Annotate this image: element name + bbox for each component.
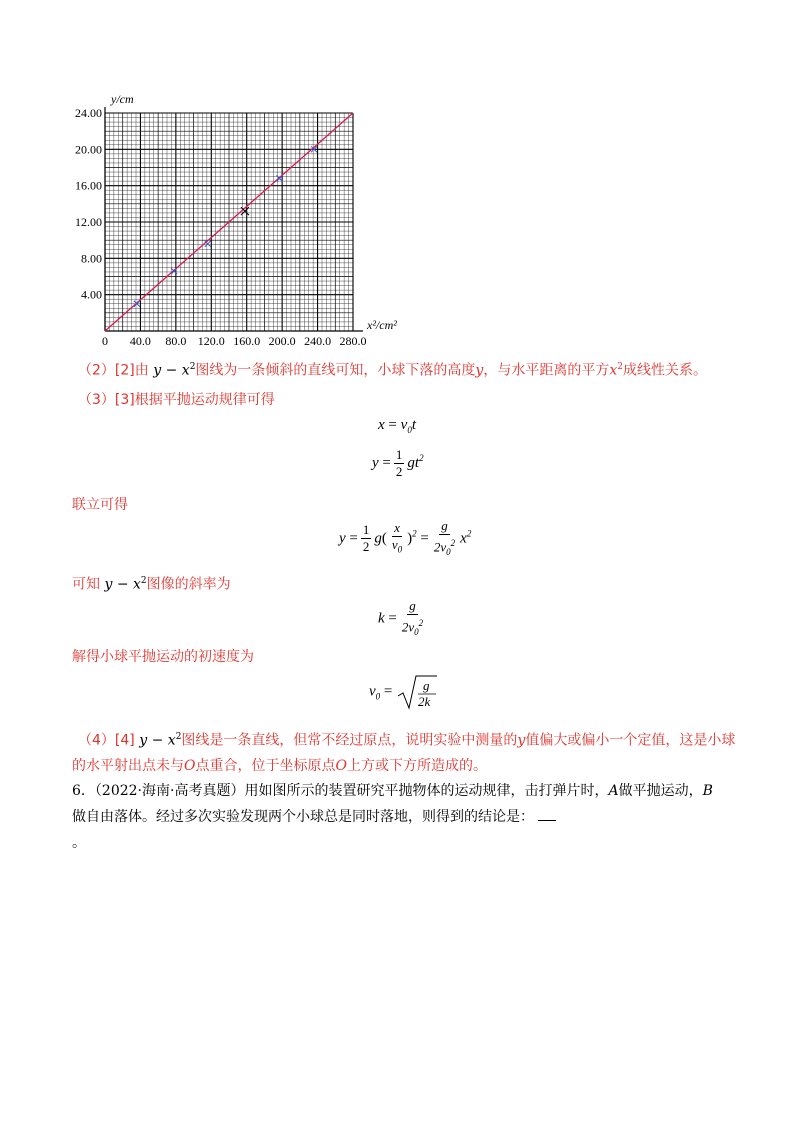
para-3-ref: [3] — [114, 392, 135, 408]
para-4-ref: [4] — [114, 732, 135, 749]
para-2-text-a: 由 — [134, 362, 149, 379]
svg-text:g: g — [423, 678, 430, 693]
math-O-2: O — [335, 758, 347, 774]
x-tick-label: 0 — [102, 334, 108, 348]
para-3-text: 根据平抛运动规律可得 — [134, 392, 275, 408]
question-6-text-c: 做自由落体。经过多次实验发现两个小球总是同时落地，则得到的结论是： — [72, 809, 534, 825]
y-tick-label: 4.00 — [81, 287, 102, 302]
math-minus: − — [161, 362, 182, 379]
question-6-end: 。 — [72, 835, 86, 851]
math-x-3: x — [133, 576, 141, 593]
equation-v0: $v_0$ = g 2k — [369, 674, 438, 710]
equation-x: $x = v_0t$ — [378, 417, 416, 435]
math-sq-2: 2 — [617, 362, 623, 372]
math-sq-3: 2 — [140, 576, 147, 586]
question-6-text-a: （2022·海南·高考真题）用如图所示的装置研究平抛物体的运动规律，击打弹片时， — [94, 783, 609, 799]
math-y-5: y — [517, 732, 526, 749]
para-2-ref: [2] — [114, 362, 135, 379]
para-4-text-a: 图线是一条直线，但常不经过原点，说明实验中测量的 — [181, 732, 518, 749]
math-y-4: y — [139, 732, 148, 749]
para-2-text-b: 图线为一条倾斜的直线可知，小球下落的高度 — [195, 362, 476, 379]
kezhi-line — [72, 570, 231, 596]
y-tick-label: 16.00 — [75, 178, 102, 193]
question-6-text-b: 做平抛运动， — [618, 783, 703, 799]
equation-combined: y = $\frac{1}{2}$ g( $\frac{x}{v_0}$ )$^2$ = $\frac{g}{2v_0^2}$ $x^2$ — [339, 518, 472, 557]
x-tick-label: 160.0 — [233, 334, 261, 348]
x-tick-label: 200.0 — [268, 334, 296, 348]
para-3 — [78, 389, 275, 411]
question-6-line-1 — [72, 780, 713, 802]
math-A: A — [608, 783, 619, 799]
x-tick-label: 240.0 — [304, 334, 332, 348]
para-2-text-d: 成线性关系。 — [622, 362, 707, 379]
para-4-text-d: 点重合，位于坐标原点 — [195, 758, 336, 774]
y-tick-label: 24.00 — [75, 106, 102, 120]
x-tick-label: 80.0 — [165, 334, 187, 348]
para-4-text-c: 的水平射出点未与 — [72, 758, 184, 774]
para-2-text-c: ，与水平距离的平方 — [483, 362, 610, 379]
question-6-line-3 — [72, 832, 86, 854]
math-O: O — [184, 758, 196, 774]
math-y-3: y — [104, 576, 113, 593]
equation-y: y = $\frac{1}{2}$ $gt^2$ — [372, 447, 424, 479]
x-tick-label: 120.0 — [197, 334, 225, 348]
y-axis-label: y/cm — [111, 92, 134, 106]
chart-svg — [68, 88, 428, 350]
y-tick-label: 20.00 — [75, 142, 102, 157]
x-axis-label: x²/cm² — [367, 318, 397, 332]
math-minus-3: − — [112, 576, 134, 593]
y-vs-x2-chart — [68, 88, 428, 350]
math-x-2: x — [609, 362, 618, 379]
svg-text:2k: 2k — [418, 694, 431, 709]
para-4-line-2 — [72, 755, 487, 777]
y-tick-label: 12.00 — [75, 215, 102, 229]
data-point — [276, 175, 282, 181]
math-B: B — [702, 783, 713, 799]
math-y: y — [153, 362, 162, 379]
para-3-number: （3） — [78, 392, 115, 408]
lianli-text: 联立可得 — [72, 497, 128, 513]
equation-slope: k = $\frac{g}{2v_0^2}$ — [378, 598, 424, 637]
sqrt-sign — [396, 674, 438, 710]
math-sq: 2 — [189, 362, 196, 372]
math-x: x — [181, 362, 190, 379]
para-2-number: （2） — [78, 362, 115, 379]
math-sq-4: 2 — [175, 732, 182, 742]
x-tick-label: 280.0 — [339, 334, 367, 348]
answer-blank[interactable] — [538, 820, 556, 821]
para-4-line-1 — [78, 726, 735, 752]
para-4-text-b: 值偏大或偏小一个定值，这是小球 — [525, 732, 736, 749]
question-6-number: 6． — [72, 783, 95, 799]
para-4-number: （4） — [78, 732, 115, 749]
kezhi-text-b: 图像的斜率为 — [146, 576, 231, 593]
para-2 — [78, 356, 707, 382]
kezhi-text-a: 可知 — [72, 576, 100, 593]
para-4-text-e: 上方或下方所造成的。 — [346, 758, 487, 774]
data-point — [205, 241, 211, 247]
math-y-2: y — [475, 362, 484, 379]
question-6-line-2 — [72, 806, 556, 828]
jiede-text: 解得小球平抛运动的初速度为 — [72, 649, 254, 665]
math-x-4: x — [167, 732, 176, 749]
math-minus-4: − — [147, 732, 168, 749]
x-tick-label: 40.0 — [129, 334, 151, 348]
y-tick-label: 8.00 — [81, 251, 102, 266]
